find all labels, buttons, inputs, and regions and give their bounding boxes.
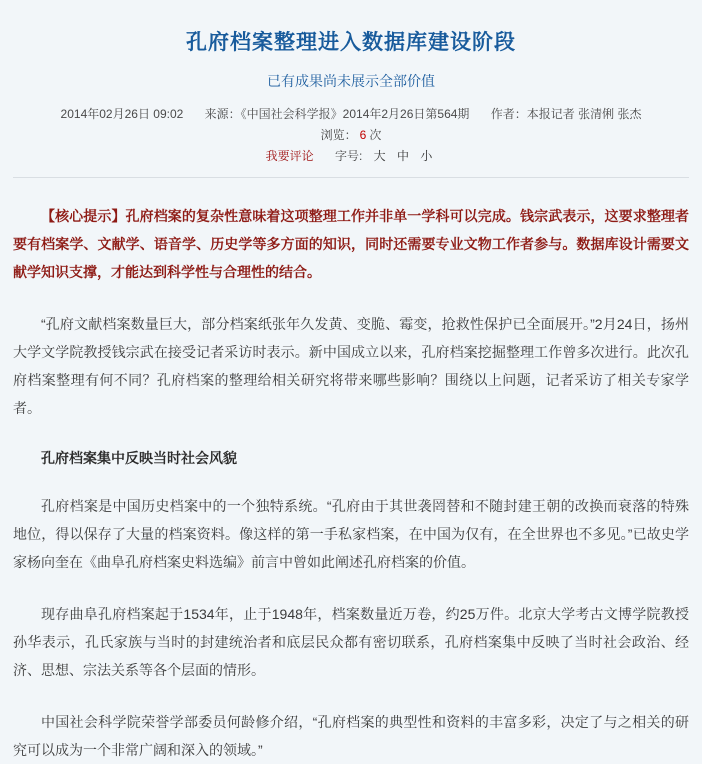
core-tip-paragraph: 【核心提示】孔府档案的复杂性意味着这项整理工作并非单一学科可以完成。钱宗武表示，这要求整理者要有档案学、文献学、语音学、历史学等多方面的知识，同时还需要专业文物工作者参与。数据库设计需要文献学知识支撑，才能达到科学性与合理性的结合。 [13,208,689,280]
font-size-label: 字号: [334,149,363,163]
views-count: 6 [359,128,367,142]
source-value: 《中国社会科学报》2014年2月26日第564期 [240,107,470,121]
body-paragraph: 孔府档案是中国历史档案中的一个独特系统。“孔府由于其世袭罔替和不随封建王朝的改换而衰落的特殊地位，得以保存了大量的档案资料。像这样的第一手私家档案，在中国为仅有，在全世界也不多见。”已故史学家杨向奎在《曲阜孔府档案史料选编》前言中曾如此阐述孔府档案的价值。 [13,498,689,570]
article-title: 孔府档案整理进入数据库建设阶段 [186,31,516,54]
comment-link[interactable]: 我要评论 [265,149,314,163]
author-label: 作者： [490,107,527,121]
article-body [13,202,689,764]
font-size-large-link[interactable]: 大 [373,149,386,163]
views-info [321,128,382,142]
article-page [0,26,702,764]
views-label: 浏览： [320,128,357,142]
section-heading: 孔府档案集中反映当时社会风貌 [41,450,237,466]
meta-row-info [13,104,689,146]
publish-datetime: 2014年02月26日 09:02 [60,107,184,121]
font-size-small-link[interactable]: 小 [420,149,433,163]
font-size-medium-link[interactable]: 中 [397,149,410,163]
meta-row-actions [13,146,689,167]
author-info [491,107,642,121]
article-subtitle: 已有成果尚未展示全部价值 [267,73,435,89]
views-unit: 次 [369,128,382,142]
article-meta [13,104,689,178]
source-info [205,107,470,121]
body-paragraph: 中国社会科学院荣誉学部委员何龄修介绍，“孔府档案的典型性和资料的丰富多彩，决定了与之相关的研究可以成为一个非常广阔和深入的领域。” [13,714,689,758]
author-value: 本报记者 张清俐 张杰 [526,107,642,121]
body-paragraph: 现存曲阜孔府档案起于1534年，止于1948年，档案数量近万卷，约25万件。北京大学考古文博学院教授孙华表示，孔氏家族与当时的封建统治者和底层民众都有密切联系，孔府档案集中反映了当时社会政治、经济、思想、宗法关系等各个层面的情形。 [13,606,689,678]
source-label: 来源： [204,107,241,121]
body-paragraph: “孔府文献档案数量巨大，部分档案纸张年久发黄、变脆、霉变，抢救性保护已全面展开。”2月24日，扬州大学文学院教授钱宗武在接受记者采访时表示。新中国成立以来，孔府档案挖掘整理工作曾多次进行。此次孔府档案整理有何不同？孔府档案的整理给相关研究将带来哪些影响？围绕以上问题，记者采访了相关专家学者。 [13,316,689,416]
